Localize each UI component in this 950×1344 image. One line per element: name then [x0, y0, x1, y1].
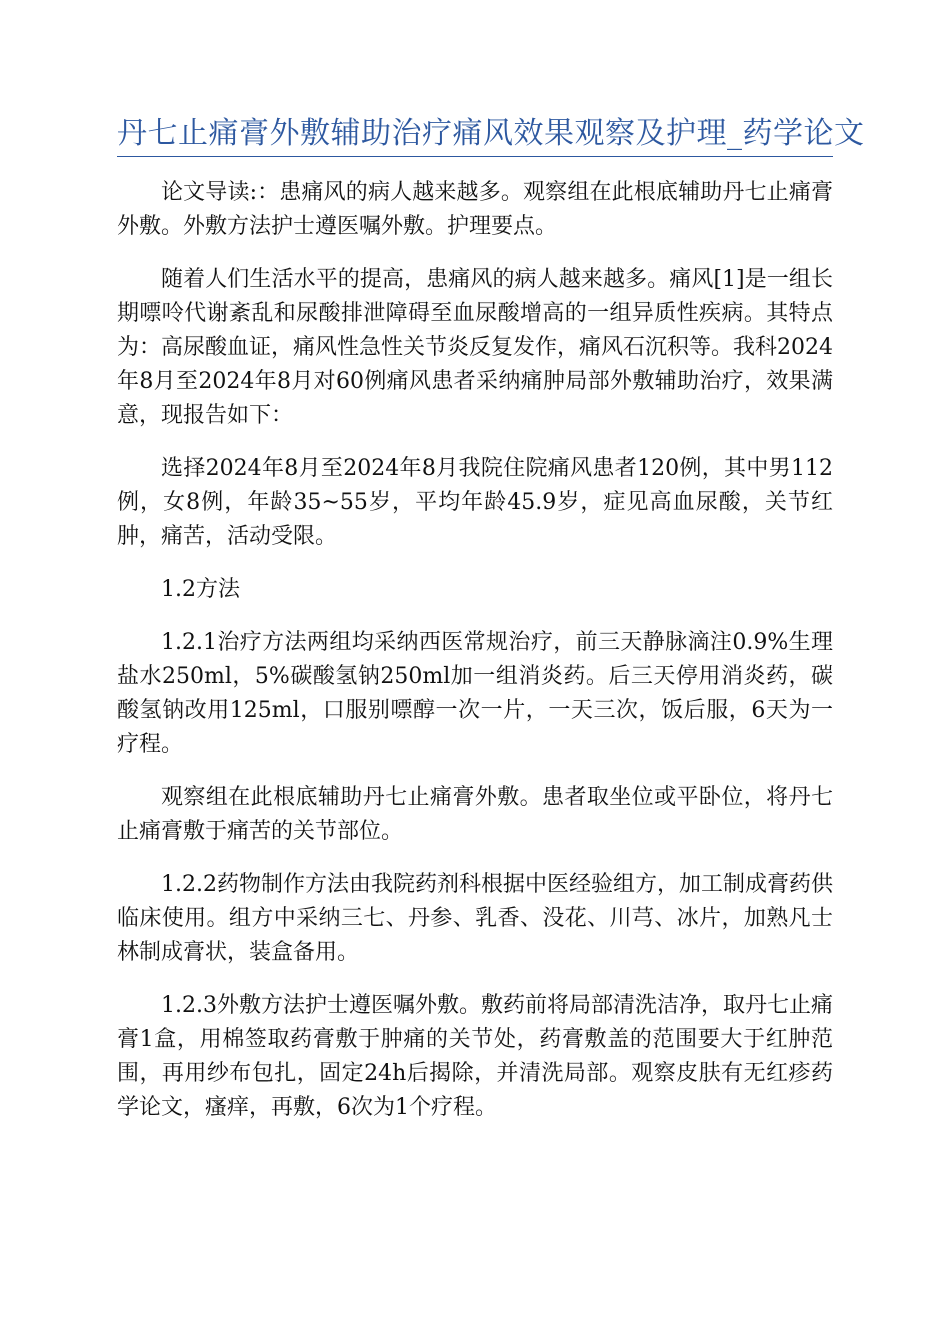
paragraph-application-method: 1.2.3外敷方法护士遵医嘱外敷。敷药前将局部清洗洁净，取丹七止痛膏1盒，用棉签取药膏敷于肿痛的关节处，药膏敷盖的范围要大于红肿范围，再用纱布包扎，固定24h后揭除，并清洗局部。观察皮肤有无红疹药学论文，瘙痒，再敷，6次为1个疗程。 — [117, 993, 833, 1120]
paragraph-introduction: 随着人们生活水平的提高，患痛风的病人越来越多。痛风[1]是一组长期嘌呤代谢紊乱和尿酸排泄障碍至血尿酸增高的一组异质性疾病。其特点为：高尿酸血证，痛风性急性关节炎反复发作，痛风石沉积等。我科2024年8月至2024年8月对60例痛风患者采纳痛肿局部外敷辅助治疗，效果满意，现报告如下： — [117, 267, 833, 428]
document-body — [117, 176, 833, 1144]
document-title: 丹七止痛膏外敷辅助治疗痛风效果观察及护理_药学论文 — [117, 116, 865, 151]
paragraph-patients: 选择2024年8月至2024年8月我院住院痛风患者120例，其中男112例，女8例，年龄35~55岁，平均年龄45.9岁，症见高血尿酸，关节红肿，痛苦，活动受限。 — [117, 456, 833, 549]
paragraph-observation-group: 观察组在此根底辅助丹七止痛膏外敷。患者取坐位或平卧位，将丹七止痛膏敷于痛苦的关节部位。 — [117, 785, 833, 844]
section-heading-methods: 1.2方法 — [161, 577, 240, 602]
title-underline — [117, 156, 833, 157]
paragraph-drug-preparation: 1.2.2药物制作方法由我院药剂科根据中医经验组方，加工制成膏药供临床使用。组方中采纳三七、丹参、乳香、没花、川芎、冰片，加熟凡士林制成膏状，装盒备用。 — [117, 872, 833, 965]
paragraph-abstract: 论文导读:：患痛风的病人越来越多。观察组在此根底辅助丹七止痛膏外敷。外敷方法护士遵医嘱外敷。护理要点。 — [117, 180, 833, 239]
paragraph-treatment-method: 1.2.1治疗方法两组均采纳西医常规治疗，前三天静脉滴注0.9%生理盐水250ml，5%碳酸氢钠250ml加一组消炎药。后三天停用消炎药，碳酸氢钠改用125ml，口服别嘌醇一次一片，一天三次，饭后服，6天为一疗程。 — [117, 630, 833, 757]
